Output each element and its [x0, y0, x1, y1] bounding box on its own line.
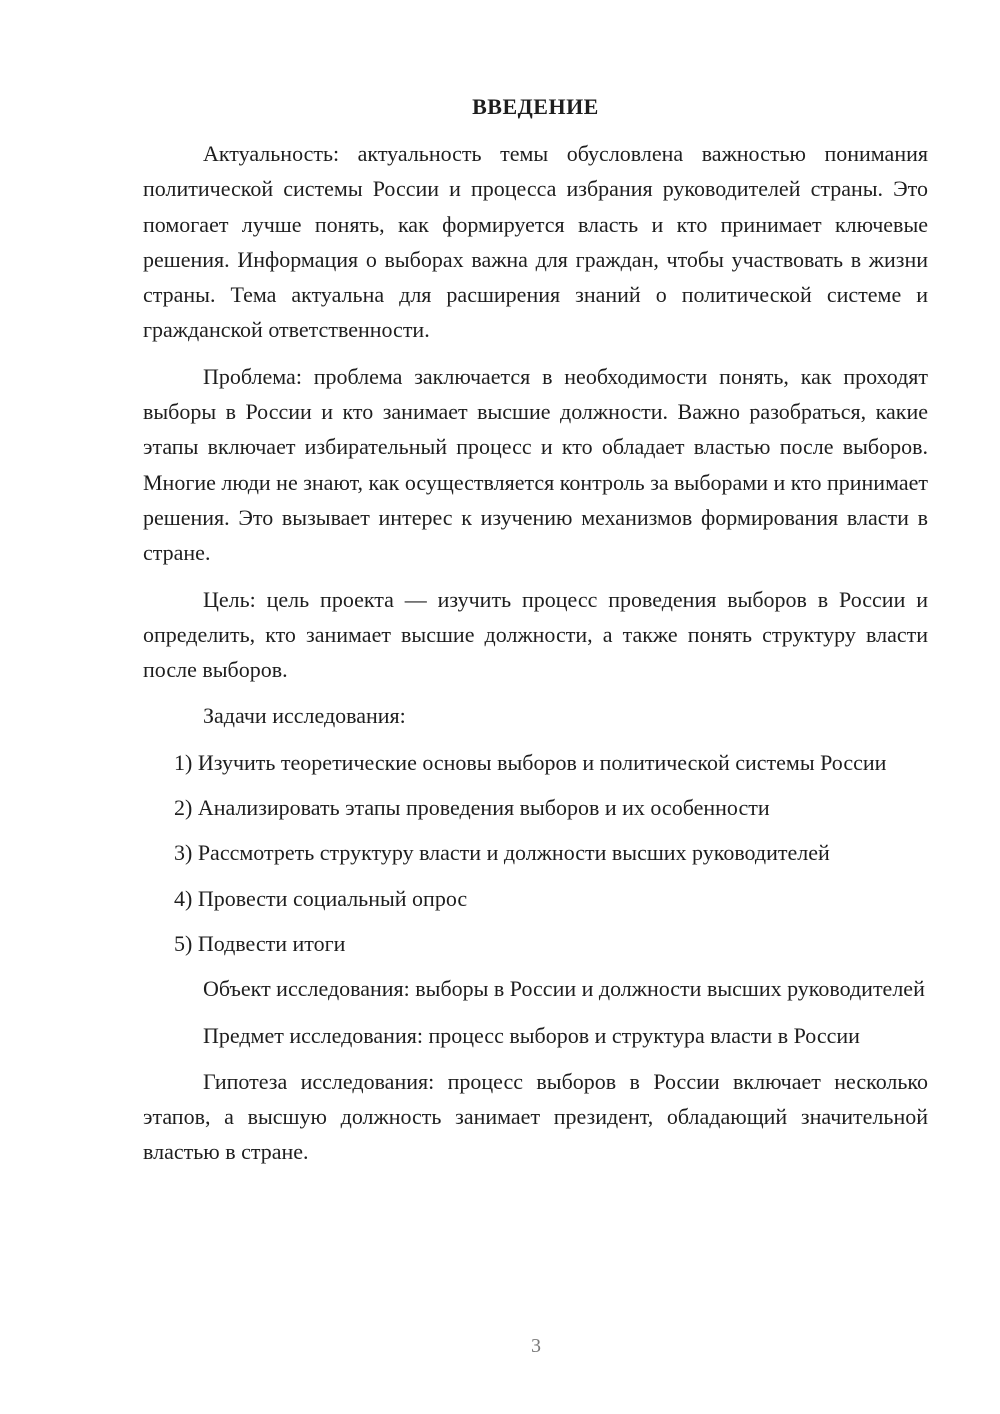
list-item: 3) Рассмотреть структуру власти и должности высших руководителей — [174, 840, 830, 866]
hypothesis-paragraph: Гипотеза исследования: процесс выборов в России включает несколько этапов, а высшую должность занимает президент, обладающий значительной властью в стране. — [143, 1068, 928, 1165]
page-number: 3 — [531, 1335, 541, 1357]
section-title: ВВЕДЕНИЕ — [472, 94, 599, 119]
tasks-heading: Задачи исследования: — [203, 703, 406, 729]
list-item: 1) Изучить теоретические основы выборов и политической системы России — [174, 749, 887, 775]
tasks-list — [143, 745, 928, 961]
subject-paragraph: Предмет исследования: процесс выборов и структура власти в России — [203, 1022, 860, 1048]
list-item: 2) Анализировать этапы проведения выборов и их особенности — [174, 795, 770, 821]
document-page — [143, 92, 928, 1181]
problem-paragraph: Проблема: проблема заключается в необходимости понять, как проходят выборы в России и кто занимает высшие должности. Важно разобраться, какие этапы включает избирательный процесс и кто обладает властью после выборов. Многие люди не знают, как осуществляется контроль за выборами и кто принимает решения. Это вызывает интерес к изучению механизмов формирования власти в стране. — [143, 363, 928, 566]
list-item: 5) Подвести итоги — [174, 930, 346, 956]
relevance-paragraph: Актуальность: актуальность темы обусловлена важностью понимания политической системы России и процесса избрания руководителей страны. Это помогает лучше понять, как формируется власть и кто принимает ключевые решения. Информация о выборах важна для граждан, чтобы участвовать в жизни страны. Тема актуальна для расширения знаний о политической системе и гражданской ответственности. — [143, 141, 928, 343]
list-item: 4) Провести социальный опрос — [174, 885, 468, 911]
goal-paragraph: Цель: цель проекта — изучить процесс проведения выборов в России и определить, кто занимает высшие должности, а также понять структуру власти после выборов. — [143, 586, 928, 683]
object-paragraph: Объект исследования: выборы в России и должности высших руководителей — [203, 976, 925, 1002]
